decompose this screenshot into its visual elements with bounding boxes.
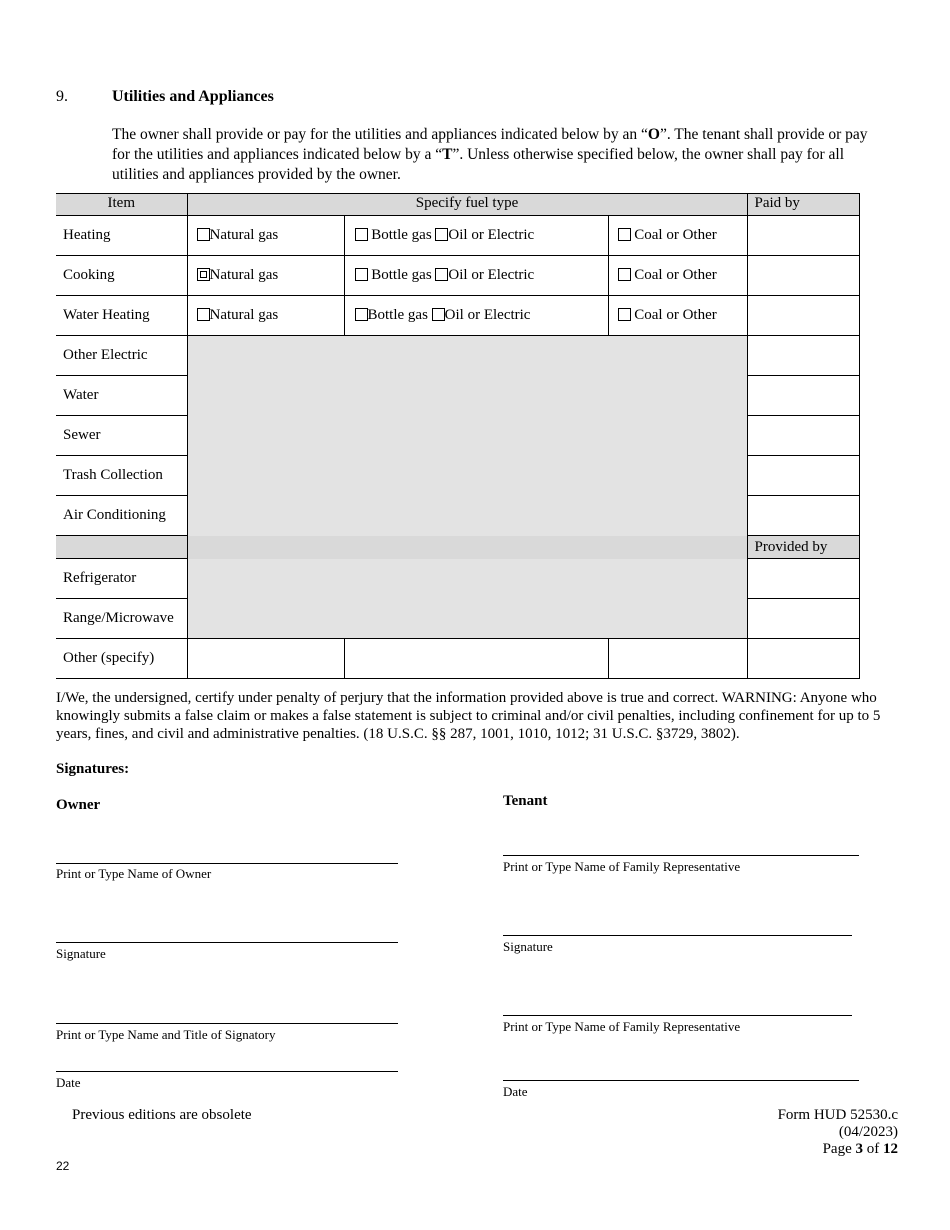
coal-other-option[interactable]	[608, 296, 747, 336]
checkbox-icon[interactable]	[618, 268, 631, 281]
row-label: Heating	[56, 216, 187, 256]
checkbox-icon[interactable]	[435, 268, 448, 281]
header-paid-by: Paid by	[747, 194, 859, 216]
owner-signatory-line[interactable]	[56, 1023, 398, 1024]
owner-signature-label: Signature	[56, 946, 106, 961]
table-row-refrigerator	[56, 559, 859, 599]
natural-gas-option[interactable]	[187, 256, 344, 296]
provided-by-cell[interactable]	[747, 559, 859, 599]
row-label: Sewer	[56, 416, 187, 456]
tenant-rep2-label: Print or Type Name of Family Representative	[503, 1019, 741, 1034]
owner-name-label: Print or Type Name of Owner	[56, 866, 212, 881]
header-item: Item	[56, 194, 187, 216]
paid-by-cell[interactable]	[747, 456, 859, 496]
owner-heading: Owner	[56, 797, 101, 813]
paid-by-cell[interactable]	[747, 496, 859, 536]
paid-by-cell[interactable]	[747, 216, 859, 256]
tenant-date-line[interactable]	[503, 1080, 859, 1081]
intro-owner-letter: O	[647, 126, 660, 143]
natural-gas-option[interactable]	[187, 296, 344, 336]
page-current: 3	[855, 1141, 863, 1157]
tenant-rep1-label: Print or Type Name of Family Representative	[503, 859, 741, 874]
checkbox-icon[interactable]	[355, 308, 368, 321]
page-prefix: Page	[822, 1141, 856, 1157]
option-label: Coal or Other	[634, 267, 717, 283]
provided-by-cell[interactable]	[747, 639, 859, 679]
bottle-oil-options	[344, 216, 608, 256]
checkbox-icon[interactable]	[435, 228, 448, 241]
row-label: Water Heating	[56, 296, 187, 336]
row-label: Air Conditioning	[56, 496, 187, 536]
section-intro	[112, 125, 882, 185]
obsolete-notice: Previous editions are obsolete	[72, 1107, 252, 1123]
checkbox-icon[interactable]	[197, 228, 210, 241]
owner-signature-line[interactable]	[56, 942, 398, 943]
row-label: Other (specify)	[56, 639, 187, 679]
row-label: Range/Microwave	[56, 599, 187, 639]
provided-by-cell[interactable]	[747, 599, 859, 639]
intro-tenant-letter: T	[442, 146, 453, 163]
form-info	[778, 1107, 898, 1158]
signatures-heading: Signatures:	[56, 761, 130, 777]
option-label: Oil or Electric	[448, 267, 535, 283]
row-label: Cooking	[56, 256, 187, 296]
tenant-date-label: Date	[503, 1084, 528, 1099]
table-row-heating	[56, 216, 859, 256]
bottle-oil-options	[344, 296, 608, 336]
header-fuel-type: Specify fuel type	[187, 194, 747, 216]
page-total: 12	[883, 1141, 898, 1157]
natural-gas-option[interactable]	[187, 216, 344, 256]
other-field-3[interactable]	[608, 639, 747, 679]
option-label: Bottle gas	[367, 307, 428, 323]
option-label: Natural gas	[209, 227, 279, 243]
sub-header-shaded	[187, 536, 747, 559]
utilities-table	[56, 193, 860, 679]
form-number: Form HUD 52530.c	[777, 1107, 898, 1123]
option-label: Bottle gas	[371, 267, 432, 283]
shaded-area	[187, 336, 747, 536]
checkbox-icon[interactable]	[355, 268, 368, 281]
sub-header-blank	[56, 536, 187, 559]
tenant-signature-line[interactable]	[503, 935, 852, 936]
row-label: Trash Collection	[56, 456, 187, 496]
certification-text: I/We, the undersigned, certify under penalty of perjury that the information provided above is true and correct. WARNING: Anyone who knowingly submits a false claim or makes a false statement is subject to criminal and/or civil penalties, including confinement for up to 5 years, fines, and civil and administrative penalties. (18 U.S.C. §§ 287, 1001, 1010, 1012; 31 U.S.C. §3729, 3802).	[56, 690, 881, 742]
section-number: 9.	[56, 88, 68, 105]
shaded-area	[187, 559, 747, 639]
tenant-signature-label: Signature	[503, 939, 553, 954]
coal-other-option[interactable]	[608, 216, 747, 256]
option-label: Coal or Other	[634, 227, 717, 243]
option-label: Coal or Other	[634, 307, 717, 323]
owner-name-line[interactable]	[56, 863, 398, 864]
other-field-2[interactable]	[344, 639, 608, 679]
header-provided-by: Provided by	[747, 536, 859, 559]
tenant-rep2-line[interactable]	[503, 1015, 852, 1016]
checkbox-icon[interactable]	[197, 308, 210, 321]
paid-by-cell[interactable]	[747, 336, 859, 376]
owner-date-line[interactable]	[56, 1071, 398, 1072]
section-title: Utilities and Appliances	[112, 88, 274, 105]
other-field-1[interactable]	[187, 639, 344, 679]
bottle-oil-options	[344, 256, 608, 296]
intro-text-a: The owner shall provide or pay for the utilities and appliances indicated below by an “	[112, 126, 648, 143]
option-label: Natural gas	[209, 307, 279, 323]
owner-signatory-label: Print or Type Name and Title of Signatory	[56, 1027, 276, 1042]
table-row-other-electric	[56, 336, 859, 376]
paid-by-cell[interactable]	[747, 376, 859, 416]
paid-by-cell[interactable]	[747, 416, 859, 456]
checkbox-icon[interactable]	[432, 308, 445, 321]
table-row-water-heating	[56, 296, 859, 336]
option-label: Bottle gas	[371, 227, 432, 243]
table-header-row	[56, 194, 859, 216]
tenant-heading: Tenant	[503, 793, 548, 809]
checkbox-icon[interactable]	[618, 308, 631, 321]
document-number: 22	[56, 1159, 70, 1173]
page-indicator	[778, 1141, 898, 1158]
intro-text-b: ”. The tenant shall provide or pay for the utilities and appliances indicated below by a “	[112, 126, 868, 163]
row-label: Water	[56, 376, 187, 416]
table-row-cooking	[56, 256, 859, 296]
row-label: Other Electric	[56, 336, 187, 376]
option-label: Oil or Electric	[444, 307, 531, 323]
option-label: Natural gas	[209, 267, 279, 283]
option-label: Oil or Electric	[448, 227, 535, 243]
intro-text-c: ”. Unless otherwise specified below, the owner shall pay for all utilities and appliances provided by the owner.	[112, 146, 845, 183]
paid-by-cell[interactable]	[747, 256, 859, 296]
checkbox-icon[interactable]	[355, 228, 368, 241]
form-edition: (04/2023)	[838, 1124, 898, 1140]
tenant-rep1-line[interactable]	[503, 855, 859, 856]
checkbox-icon[interactable]	[197, 268, 210, 281]
checkbox-icon[interactable]	[618, 228, 631, 241]
row-label: Refrigerator	[56, 559, 187, 599]
page-of: of	[863, 1141, 883, 1157]
coal-other-option[interactable]	[608, 256, 747, 296]
owner-date-label: Date	[56, 1075, 81, 1090]
provided-by-header-row	[56, 536, 859, 559]
table-row-other-specify	[56, 639, 859, 679]
paid-by-cell[interactable]	[747, 296, 859, 336]
